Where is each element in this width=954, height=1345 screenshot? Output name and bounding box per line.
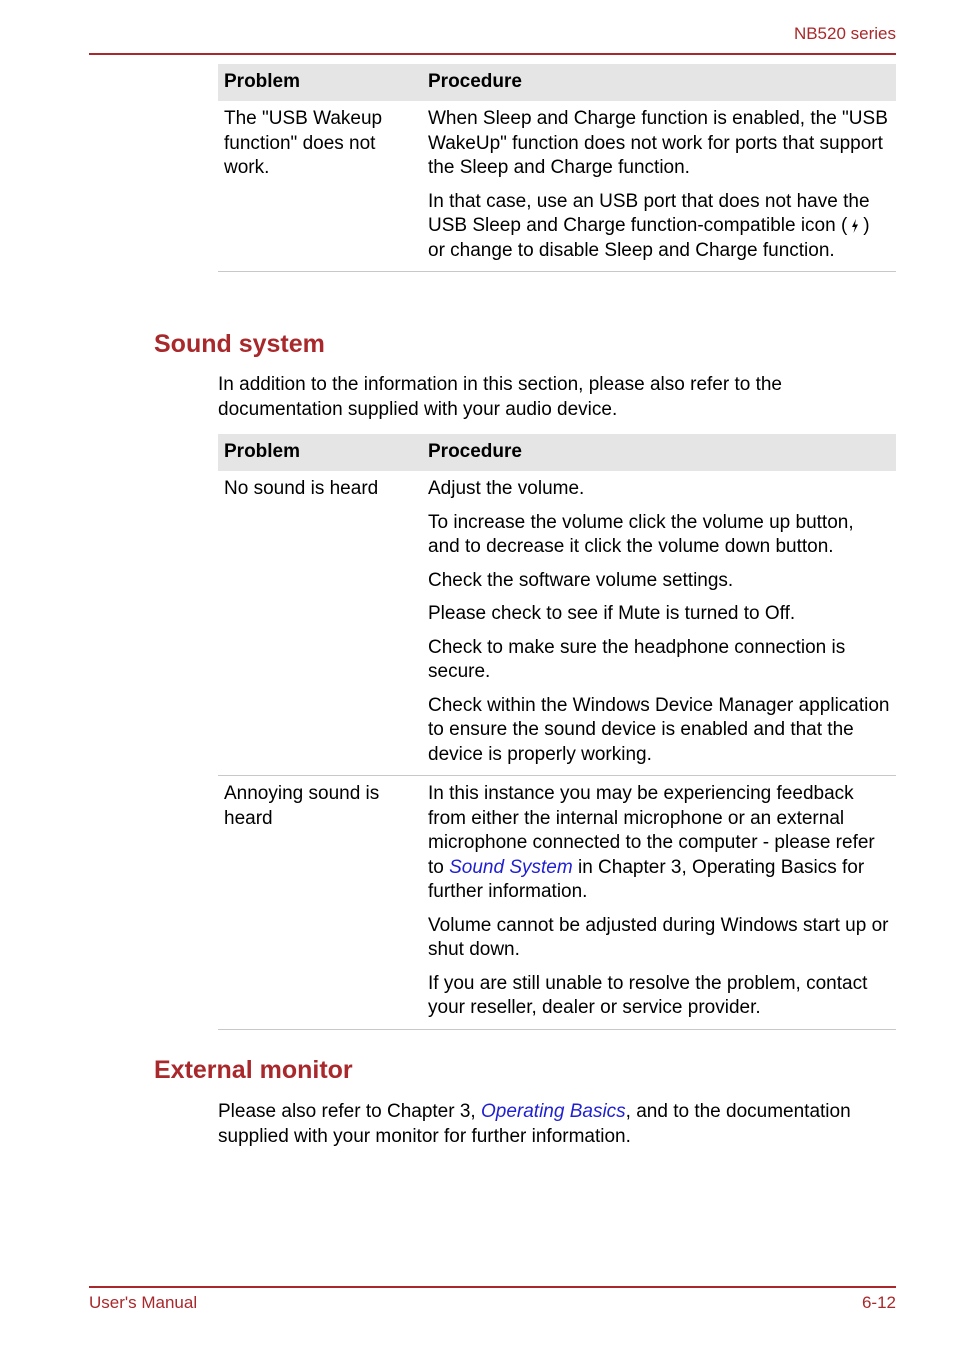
procedure-text: In that case, use an USB port that does not have the USB Sleep and Charge function-compatible icon ( ) or change to disable Sleep and Charge function. (428, 190, 870, 261)
procedure-text: Check to make sure the headphone connection is secure. (428, 636, 846, 682)
procedure-text: Check the software volume settings. (428, 569, 734, 591)
header-rule (89, 53, 896, 55)
col-header-problem: Problem (218, 434, 422, 471)
procedure-text: When Sleep and Charge function is enabled, the "USB WakeUp" function does not work for ports that support the Sleep and Charge function. (428, 108, 888, 178)
procedure-text: If you are still unable to resolve the problem, contact your reseller, dealer or service provider. (428, 972, 868, 1018)
sound-problem-table (218, 434, 896, 1030)
procedure-text: Check within the Windows Device Manager application to ensure the sound device is enabled and that the device is properly working. (428, 694, 890, 765)
table-row (218, 471, 896, 776)
col-header-problem: Problem (218, 64, 422, 101)
procedure-cell (422, 101, 896, 272)
header-series: NB520 series (793, 24, 896, 43)
operating-basics-link[interactable]: Operating Basics (480, 1101, 626, 1122)
table-row (218, 101, 896, 272)
problem-cell: The "USB Wakeup function" does not work. (218, 101, 422, 272)
monitor-text: Please also refer to Chapter 3, Operating Basics, and to the documentation supplied with your monitor for further information. (218, 1101, 851, 1147)
procedure-text: Adjust the volume. (428, 478, 585, 499)
col-header-procedure: Procedure (422, 434, 896, 471)
usb-problem-table (218, 64, 896, 272)
problem-cell: Annoying sound is heard (218, 776, 422, 1030)
sound-intro: In addition to the information in this section, please also refer to the documentation supplied with your audio device. (218, 374, 782, 420)
sleep-and-charge-icon (850, 218, 860, 234)
procedure-text: Volume cannot be adjusted during Windows start up or shut down. (428, 914, 889, 960)
procedure-cell (422, 471, 896, 776)
footer-manual: User's Manual (89, 1293, 198, 1312)
procedure-cell (422, 776, 896, 1030)
procedure-text: To increase the volume click the volume up button, and to decrease it click the volume down button. (428, 511, 854, 557)
table-row (218, 776, 896, 1030)
problem-cell: No sound is heard (218, 471, 422, 776)
page-number: 6-12 (861, 1293, 896, 1312)
procedure-text: In this instance you may be experiencing feedback from either the internal microphone or an external microphone connected to the computer - please refer to Sound System in Chapter 3, Operating Basics for further information. (428, 783, 875, 902)
section-title-sound: Sound system (154, 330, 325, 358)
section-title-external-monitor: External monitor (154, 1056, 353, 1084)
procedure-text: Please check to see if Mute is turned to Off. (428, 603, 796, 624)
footer-rule (89, 1286, 896, 1288)
col-header-procedure: Procedure (422, 64, 896, 101)
sound-system-link[interactable]: Sound System (449, 856, 573, 878)
